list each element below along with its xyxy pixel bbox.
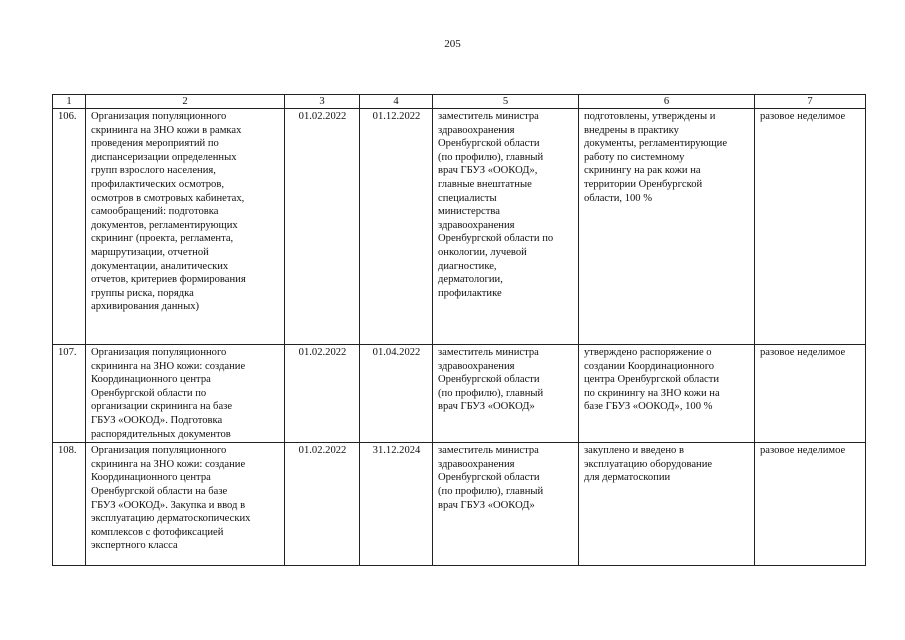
result-type: разовое неделимое — [755, 345, 866, 443]
col-header-6: 6 — [579, 95, 755, 109]
responsible-persons: заместитель министра здравоохранения Оренбургской области (по профилю), главный врач ГБУЗ «ООКОД» — [433, 443, 579, 566]
table-row — [53, 345, 866, 443]
col-header-4: 4 — [360, 95, 433, 109]
expected-result: подготовлены, утверждены и внедрены в практику документы, регламентирующие работу по системному скринингу на рак кожи на территории Оренбургской области, 100 % — [579, 109, 755, 345]
col-header-5: 5 — [433, 95, 579, 109]
start-date: 01.02.2022 — [285, 443, 360, 566]
header-row — [53, 95, 866, 109]
col-header-2: 2 — [86, 95, 285, 109]
start-date: 01.02.2022 — [285, 345, 360, 443]
end-date: 31.12.2024 — [360, 443, 433, 566]
task-description: Организация популяционного скрининга на ЗНО кожи: создание Координационного центра Оренбургской области на базе ГБУЗ «ООКОД». Закупка и ввод в эксплуатацию дерматоскопических комплексов с фотофиксацией экспертного класса — [86, 443, 285, 566]
task-description: Организация популяционного скрининга на ЗНО кожи: создание Координационного центра Оренбургской области по организации скрининга на базе ГБУЗ «ООКОД». Подготовка распорядительных документов — [86, 345, 285, 443]
responsible-persons: заместитель министра здравоохранения Оренбургской области (по профилю), главный врач ГБУЗ «ООКОД», главные внештатные специалисты министерства здравоохранения Оренбургской области по онкологии, лучевой диагностике, дерматологии, профилактике — [433, 109, 579, 345]
task-description: Организация популяционного скрининга на ЗНО кожи в рамках проведения мероприятий по диспансеризации определенных групп взрослого населения, профилактических осмотров, осмотров в смотровых кабинетах, самообращений: подготовка документов, регламентирующих скрининг (проекта, регламента, маршрутизации, отчетной документации, аналитических отчетов, критериев формирования группы риска, порядка архивирования данных) — [86, 109, 285, 345]
result-type: разовое неделимое — [755, 443, 866, 566]
col-header-1: 1 — [53, 95, 86, 109]
expected-result: утверждено распоряжение о создании Координационного центра Оренбургской области по скринингу на ЗНО кожи на базе ГБУЗ «ООКОД», 100 % — [579, 345, 755, 443]
row-number: 106. — [53, 109, 86, 345]
row-number: 107. — [53, 345, 86, 443]
table-row — [53, 443, 866, 566]
expected-result: закуплено и введено в эксплуатацию оборудование для дерматоскопии — [579, 443, 755, 566]
responsible-persons: заместитель министра здравоохранения Оренбургской области (по профилю), главный врач ГБУЗ «ООКОД» — [433, 345, 579, 443]
col-header-3: 3 — [285, 95, 360, 109]
end-date: 01.04.2022 — [360, 345, 433, 443]
table-row — [53, 109, 866, 345]
page-number: 205 — [444, 38, 461, 50]
end-date: 01.12.2022 — [360, 109, 433, 345]
measures-table — [52, 94, 866, 566]
col-header-7: 7 — [755, 95, 866, 109]
start-date: 01.02.2022 — [285, 109, 360, 345]
row-number: 108. — [53, 443, 86, 566]
result-type: разовое неделимое — [755, 109, 866, 345]
